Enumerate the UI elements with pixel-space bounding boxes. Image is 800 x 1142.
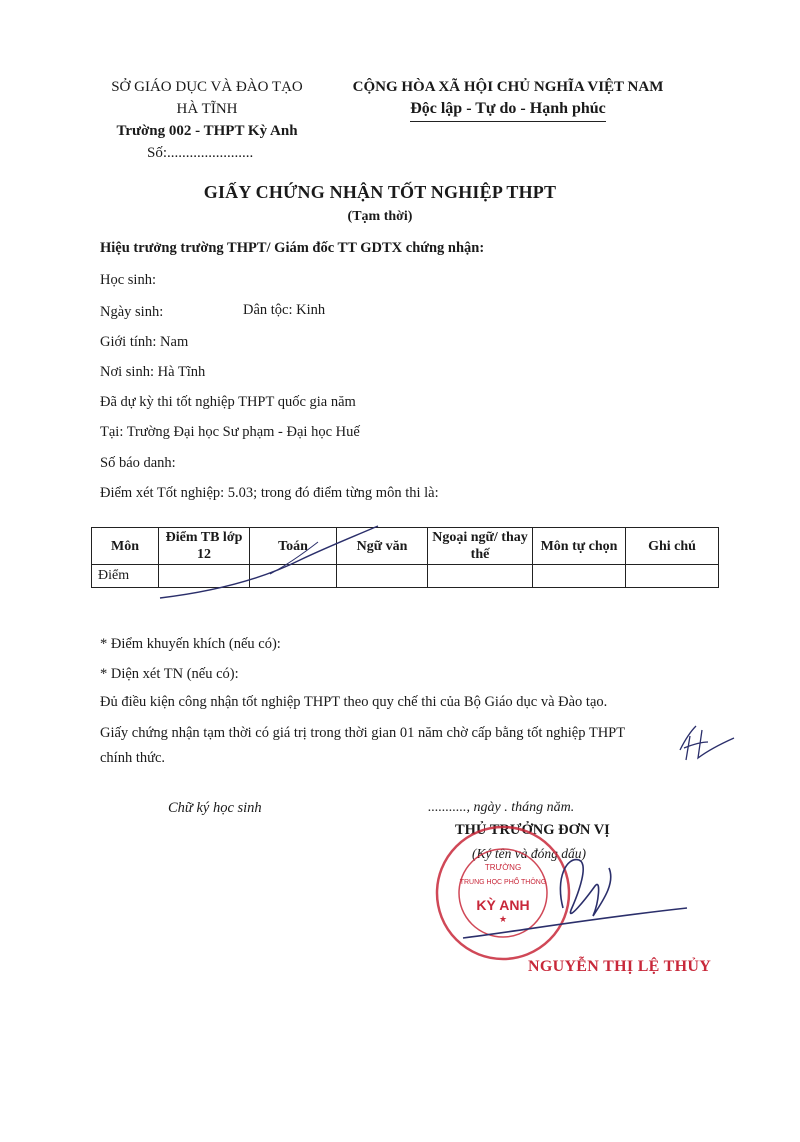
- table-row-label: Điểm: [92, 565, 159, 588]
- seal-text-name: KỲ ANH: [476, 897, 530, 913]
- ethnicity-field: Dân tộc: Kinh: [243, 302, 326, 318]
- dob-field: Ngày sinh:: [100, 304, 164, 320]
- table-cell: [428, 565, 533, 588]
- table-cell: [533, 565, 626, 588]
- table-header-cell: Ngoại ngữ/ thay thế: [428, 528, 533, 565]
- sbd-field: Số báo danh:: [100, 455, 176, 471]
- intro-line: Hiệu trưởng trường THPT/ Giám đốc TT GDTX chứng nhận:: [100, 240, 485, 256]
- seal-star-icon: ★: [498, 914, 508, 924]
- handwritten-signature: [455, 838, 695, 948]
- signer-title: THỦ TRƯỞNG ĐƠN VỊ: [455, 822, 610, 838]
- strike-through-mark: [150, 520, 390, 610]
- table-header-cell: Ghi chú: [626, 528, 719, 565]
- seal-text-middle: TRUNG HỌC PHỔ THÔNG: [459, 879, 547, 886]
- validity-statement: Giấy chứng nhận tạm thời có giá trị trong thời gian 01 năm chờ cấp bằng tốt nghiệp THPT: [100, 725, 626, 741]
- student-name-field: Học sinh:: [100, 272, 156, 288]
- student-signature-label: Chữ ký học sinh: [168, 800, 262, 816]
- province-name: HÀ TĨNH: [176, 101, 238, 117]
- table-header-cell: Ngữ văn: [337, 528, 428, 565]
- table-header-cell: Điểm TB lớp 12: [159, 528, 250, 565]
- table-header-cell: Toán: [250, 528, 337, 565]
- signer-note: (Ký tên và đóng dấu): [472, 846, 586, 861]
- header-left: [92, 76, 322, 164]
- birthplace-field: Nơi sinh: Hà Tĩnh: [100, 364, 206, 380]
- date-line: ..........., ngày . tháng năm.: [428, 800, 575, 815]
- document-subtitle: (Tạm thời): [347, 209, 413, 224]
- table-cell: [626, 565, 719, 588]
- gender-field: Giới tính: Nam: [100, 334, 189, 350]
- validity-statement-end: chính thức.: [100, 750, 166, 766]
- initials-mark: [672, 720, 742, 770]
- table-header-cell: Môn tự chọn: [533, 528, 626, 565]
- location-field: Tại: Trường Đại học Sư phạm - Đại học Huế: [100, 424, 360, 440]
- school-name: Trường 002 - THPT Kỳ Anh: [116, 123, 298, 139]
- header-right: [338, 76, 678, 122]
- signer-name: NGUYỄN THỊ LỆ THỦY: [528, 958, 712, 975]
- national-motto: Độc lập - Tự do - Hạnh phúc: [410, 98, 606, 122]
- document-title: GIẤY CHỨNG NHẬN TỐT NGHIỆP THPT: [203, 182, 557, 202]
- eligibility-statement: Đủ điều kiện công nhận tốt nghiệp THPT theo quy chế thi của Bộ Giáo dục và Đào tạo.: [100, 694, 608, 710]
- bonus-points-note: * Điểm khuyến khích (nếu có):: [100, 636, 281, 652]
- document-number: Số:.......................: [147, 145, 254, 161]
- table-header-cell: Môn: [92, 528, 159, 565]
- seal-text-top: TRƯỜNG: [484, 863, 522, 872]
- exam-field: Đã dự kỳ thi tốt nghiệp THPT quốc gia năm: [100, 394, 356, 410]
- department-name: SỞ GIÁO DỤC VÀ ĐÀO TẠO: [111, 79, 303, 95]
- country-name: CỘNG HÒA XÃ HỘI CHỦ NGHĨA VIỆT NAM: [352, 79, 664, 95]
- evaluation-note: * Diện xét TN (nếu có):: [100, 666, 239, 682]
- score-summary: Điểm xét Tốt nghiệp: 5.03; trong đó điểm từng môn thi là:: [100, 485, 439, 501]
